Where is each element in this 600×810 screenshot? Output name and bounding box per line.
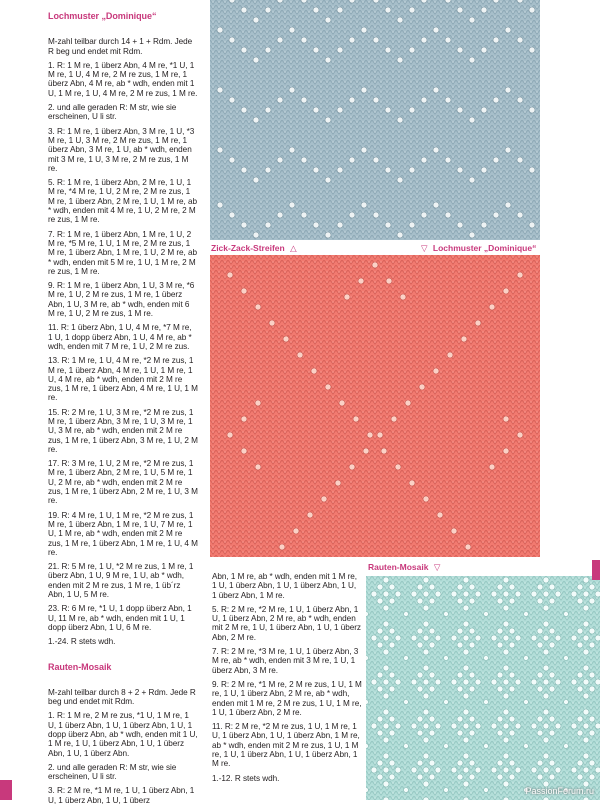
instruction-paragraph: Abn, 1 M re, ab * wdh, enden mit 1 M re, 1 U, 1 überz Abn, 1 U, 1 überz Abn, 1 U, 1 überz Abn, 1 M re. <box>212 572 357 600</box>
instruction-paragraph: 15. R: 2 M re, 1 U, 3 M re, *2 M re zus, 1 M re, 1 überz Abn, 3 M re, 1 U, 3 M re, 1 U, 3 M re, ab * wdh, enden mit 2 M re zus, 1 M re, 1 überz Abn, 3 M re, 1 U, 2 M re. <box>48 407 198 454</box>
instruction-paragraph: 2. und alle geraden R: M str, wie sie erscheinen, U li str. <box>48 762 177 782</box>
caption-rauten <box>368 562 443 573</box>
caption-zigzag-label: Zick-Zack-Streifen <box>211 243 285 253</box>
instruction-paragraph: 1. R: 1 M re, 1 überz Abn, 4 M re, *1 U, 1 M re, 1 U, 4 M re, 2 M re zus, 1 M re, 1 überz Abn, 4 M re, ab * wdh, enden mit 1 U, 1 M re, 1 U, 4 M re, 2 M re zus, 1 M re. <box>48 60 198 98</box>
caption-dominique-label: Lochmuster „Dominique“ <box>432 243 537 253</box>
instruction-paragraph: 11. R: 1 überz Abn, 1 U, 4 M re, *7 M re, 1 U, 1 dopp überz Abn, 1 U, 4 M re, ab * wdh, enden mit 7 M re, 1 U, 2 M re zus. <box>48 323 192 351</box>
instruction-paragraph: M-zahl teilbar durch 8 + 2 + Rdm. Jede R beg und endet mit Rdm. <box>48 687 196 707</box>
continuation-text-column <box>212 572 362 788</box>
section-title-rauten: Rauten-Mosaik <box>48 661 112 672</box>
instruction-paragraph: 3. R: 2 M re, *1 M re, 1 U, 1 überz Abn, 1 U, 1 überz Abn, 1 U, 1 überz <box>48 786 195 805</box>
zigzag-knit-photo <box>210 0 540 240</box>
decorative-bar <box>592 560 600 580</box>
instruction-paragraph: 17. R: 3 M re, 1 U, 2 M re, *2 M re zus, 1 M re, 1 überz Abn, 2 M re, 1 U, 5 M re, 1 U, 2 M re, ab * wdh, enden mit 2 M re zus, 1 M re, 1 überz Abn, 2 M re, 1 U, 3 M re. <box>48 459 198 506</box>
instruction-paragraph: 9. R: 2 M re, *1 M re, 2 M re zus, 1 U, 1 M re, 1 U, 1 überz Abn, 2 M re, ab * wdh, enden mit 1 M re, 2 M re zus, 1 U, 1 M re, 1 U, 1 überz Abn, 2 M re. <box>212 679 362 717</box>
instruction-paragraph: M-zahl teilbar durch 14 + 1 + Rdm. Jede R beg und endet mit Rdm. <box>48 37 193 56</box>
rauten-knit-photo <box>366 576 600 800</box>
instruction-paragraph: 1.-12. R stets wdh. <box>212 773 280 783</box>
instruction-paragraph: 3. R: 1 M re, 1 überz Abn, 3 M re, 1 U, *3 M re, 1 U, 3 M re, 2 M re zus, 1 M re, 1 überz Abn, 3 M re, 1 U, ab * wdh, enden mit 3 M re, 1 U, 3 M re, 2 M re zus, 1 M re. <box>48 126 195 173</box>
left-text-column <box>48 12 198 810</box>
instruction-paragraph: 7. R: 1 M re, 1 überz Abn, 1 M re, 1 U, 2 M re, *5 M re, 1 U, 1 M re, 2 M re zus, 1 M re, 1 überz Abn, 1 M re, 1 U, 2 M re, ab * wdh, enden mit 5 M re, 1 U, 1 M re, 2 M re zus, 1 M re. <box>48 229 197 276</box>
instruction-paragraph: 19. R: 4 M re, 1 U, 1 M re, *2 M re zus, 1 M re, 1 überz Abn, 1 M re, 1 U, 7 M re, 1 U, 1 M re, ab * wdh, enden mit 2 M re zus, 1 M re, 1 überz Abn, 1 M re, 1 U, 4 M re. <box>48 510 198 557</box>
instruction-paragraph: 9. R: 1 M re, 1 überz Abn, 1 U, 3 M re, *6 M re, 1 U, 2 M re zus, 1 M re, 1 überz Abn, 1 U, 3 M re, ab * wdh, enden mit 6 M re, 1 U, 2 M re zus, 1 M re. <box>48 281 195 319</box>
caption-dominique <box>418 243 536 254</box>
dominique-knit-photo <box>210 255 540 557</box>
triangle-up-icon: △ <box>290 243 297 253</box>
caption-zigzag <box>211 243 300 254</box>
instruction-paragraph: 2. und alle geraden R: M str, wie sie erscheinen, U li str. <box>48 103 177 122</box>
triangle-down-icon: ▽ <box>421 243 428 253</box>
triangle-down-icon: ▽ <box>433 562 441 572</box>
instruction-paragraph: 13. R: 1 M re, 1 U, 4 M re, *2 M re zus, 1 M re, 1 überz Abn, 4 M re, 1 U, 1 M re, 1 U, 4 M re, ab * wdh, enden mit 2 M re zus, 1 M re, 1 überz Abn, 4 M re, 1 U, 1 M re. <box>48 356 198 403</box>
instruction-paragraph: 21. R: 5 M re, 1 U, *2 M re zus, 1 M re, 1 überz Abn, 1 U, 9 M re, 1 U, ab * wdh, enden mit 2 M re zus, 1 M re, 1 üb´rz Abn, 1 U, 5 M re. <box>48 562 194 600</box>
instruction-paragraph: 7. R: 2 M re, *3 M re, 1 U, 1 überz Abn, 3 M re, ab * wdh, enden mit 3 M re, 1 U, 1 überz Abn, 3 M re. <box>212 647 359 675</box>
decorative-bar <box>0 780 12 800</box>
caption-rauten-label: Rauten-Mosaik <box>368 562 429 572</box>
instruction-paragraph: 23. R: 6 M re, *1 U, 1 dopp überz Abn, 1 U, 11 M re, ab * wdh, enden mit 1 U, 1 dopp überz Abn, 1 U, 6 M re. <box>48 604 192 632</box>
instruction-paragraph: 5. R: 1 M re, 1 überz Abn, 2 M re, 1 U, 1 M re, *4 M re, 1 U, 2 M re, 2 M re zus, 1 M re, 1 überz Abn, 2 M re, 1 U, 1 M re, ab * wdh, enden mit 4 M re, 1 U, 2 M re, 2 M re zus, 1 M re. <box>48 178 197 225</box>
section-title-dominique: Lochmuster „Dominique“ <box>48 11 157 21</box>
instruction-paragraph: 5. R: 2 M re, *2 M re, 1 U, 1 überz Abn, 1 U, 1 überz Abn, 2 M re, ab * wdh, enden mit 2 M re, 1 U, 1 überz Abn, 1 U, 1 überz Abn, 2 M re. <box>212 604 361 642</box>
instruction-paragraph: 1.-24. R stets wdh. <box>48 637 116 647</box>
watermark: PassionForum.ru <box>525 786 594 796</box>
instruction-paragraph: 1. R: 1 M re, 2 M re zus, *1 U, 1 M re, 1 U, 1 überz Abn, 1 U, 1 überz Abn, 1 U, 1 dopp überz Abn, ab * wdh, enden mit 1 U, 1 M re, 1 U, 1 überz Abn, 1 U, 1 überz Abn, 1 U, 1 überz Abn. <box>48 711 198 758</box>
instruction-paragraph: 11. R: 2 M re, *2 M re zus, 1 U, 1 M re, 1 U, 1 überz Abn, 1 U, 1 überz Abn, 1 M re, ab * wdh, enden mit 2 M re zus, 1 U, 1 M re, 1 U, 1 überz Abn, 1 U, 1 überz Abn, 1 M re. <box>212 722 360 769</box>
